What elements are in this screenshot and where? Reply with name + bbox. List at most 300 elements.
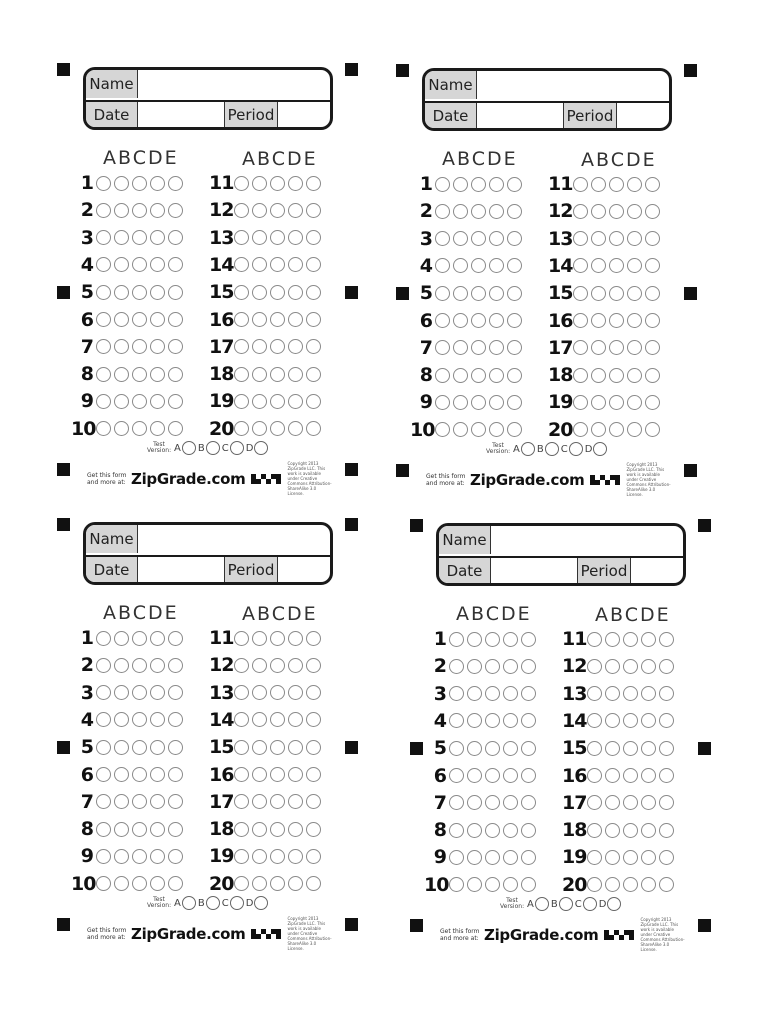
answer-bubble[interactable] (507, 340, 522, 355)
answer-bubble[interactable] (435, 231, 450, 246)
answer-bubble[interactable] (150, 822, 165, 837)
answer-bubble[interactable] (234, 876, 249, 891)
answer-bubble[interactable] (507, 204, 522, 219)
answer-bubble[interactable] (591, 340, 606, 355)
answer-bubble[interactable] (132, 822, 147, 837)
answer-bubble[interactable] (306, 203, 321, 218)
answer-bubble[interactable] (587, 850, 602, 865)
answer-bubble[interactable] (150, 631, 165, 646)
answer-bubble[interactable] (270, 339, 285, 354)
answer-bubble[interactable] (471, 395, 486, 410)
answer-bubble[interactable] (150, 876, 165, 891)
answer-bubble[interactable] (471, 368, 486, 383)
answer-bubble[interactable] (132, 421, 147, 436)
answer-bubble[interactable] (521, 877, 536, 892)
answer-bubble[interactable] (168, 658, 183, 673)
answer-bubble[interactable] (609, 204, 624, 219)
answer-bubble[interactable] (96, 257, 111, 272)
answer-bubble[interactable] (659, 686, 674, 701)
answer-bubble[interactable] (623, 632, 638, 647)
answer-bubble[interactable] (435, 204, 450, 219)
answer-bubble[interactable] (252, 631, 267, 646)
answer-bubble[interactable] (132, 394, 147, 409)
answer-bubble[interactable] (507, 286, 522, 301)
answer-bubble[interactable] (645, 177, 660, 192)
answer-bubble[interactable] (453, 258, 468, 273)
answer-bubble[interactable] (114, 394, 129, 409)
answer-bubble[interactable] (659, 850, 674, 865)
answer-bubble[interactable] (270, 394, 285, 409)
answer-bubble[interactable] (489, 368, 504, 383)
answer-bubble[interactable] (627, 204, 642, 219)
answer-bubble[interactable] (252, 849, 267, 864)
answer-bubble[interactable] (150, 257, 165, 272)
answer-bubble[interactable] (641, 768, 656, 783)
answer-bubble[interactable] (252, 367, 267, 382)
answer-bubble[interactable] (521, 713, 536, 728)
answer-bubble[interactable] (623, 795, 638, 810)
answer-bubble[interactable] (623, 741, 638, 756)
answer-bubble[interactable] (306, 421, 321, 436)
answer-bubble[interactable] (150, 339, 165, 354)
answer-bubble[interactable] (234, 285, 249, 300)
answer-bubble[interactable] (449, 741, 464, 756)
answer-bubble[interactable] (645, 340, 660, 355)
version-bubble[interactable] (545, 442, 559, 456)
answer-bubble[interactable] (435, 177, 450, 192)
answer-bubble[interactable] (288, 367, 303, 382)
answer-bubble[interactable] (288, 740, 303, 755)
answer-bubble[interactable] (252, 658, 267, 673)
answer-bubble[interactable] (623, 877, 638, 892)
answer-bubble[interactable] (132, 339, 147, 354)
answer-bubble[interactable] (270, 285, 285, 300)
answer-bubble[interactable] (168, 421, 183, 436)
version-bubble[interactable] (535, 897, 549, 911)
answer-bubble[interactable] (270, 631, 285, 646)
answer-bubble[interactable] (96, 849, 111, 864)
version-bubble[interactable] (230, 896, 244, 910)
answer-bubble[interactable] (641, 659, 656, 674)
answer-bubble[interactable] (507, 313, 522, 328)
answer-bubble[interactable] (168, 876, 183, 891)
answer-bubble[interactable] (467, 877, 482, 892)
answer-bubble[interactable] (453, 313, 468, 328)
answer-bubble[interactable] (234, 421, 249, 436)
answer-bubble[interactable] (114, 257, 129, 272)
answer-bubble[interactable] (168, 367, 183, 382)
answer-bubble[interactable] (150, 312, 165, 327)
answer-bubble[interactable] (150, 285, 165, 300)
answer-bubble[interactable] (659, 659, 674, 674)
answer-bubble[interactable] (507, 422, 522, 437)
answer-bubble[interactable] (453, 177, 468, 192)
answer-bubble[interactable] (96, 876, 111, 891)
answer-bubble[interactable] (591, 313, 606, 328)
answer-bubble[interactable] (306, 631, 321, 646)
answer-bubble[interactable] (234, 367, 249, 382)
answer-bubble[interactable] (645, 286, 660, 301)
answer-bubble[interactable] (573, 177, 588, 192)
answer-bubble[interactable] (96, 176, 111, 191)
answer-bubble[interactable] (96, 421, 111, 436)
answer-bubble[interactable] (114, 312, 129, 327)
answer-bubble[interactable] (132, 257, 147, 272)
answer-bubble[interactable] (132, 285, 147, 300)
answer-bubble[interactable] (252, 876, 267, 891)
answer-bubble[interactable] (435, 395, 450, 410)
answer-bubble[interactable] (288, 257, 303, 272)
answer-bubble[interactable] (288, 421, 303, 436)
answer-bubble[interactable] (449, 659, 464, 674)
answer-bubble[interactable] (306, 285, 321, 300)
answer-bubble[interactable] (252, 394, 267, 409)
answer-bubble[interactable] (114, 712, 129, 727)
answer-bubble[interactable] (132, 230, 147, 245)
answer-bubble[interactable] (168, 176, 183, 191)
answer-bubble[interactable] (96, 367, 111, 382)
answer-bubble[interactable] (96, 740, 111, 755)
answer-bubble[interactable] (467, 795, 482, 810)
answer-bubble[interactable] (453, 368, 468, 383)
answer-bubble[interactable] (96, 203, 111, 218)
answer-bubble[interactable] (288, 312, 303, 327)
answer-bubble[interactable] (573, 204, 588, 219)
answer-bubble[interactable] (507, 368, 522, 383)
answer-bubble[interactable] (306, 849, 321, 864)
answer-bubble[interactable] (503, 659, 518, 674)
answer-bubble[interactable] (252, 740, 267, 755)
answer-bubble[interactable] (641, 850, 656, 865)
answer-bubble[interactable] (503, 741, 518, 756)
answer-bubble[interactable] (234, 394, 249, 409)
answer-bubble[interactable] (449, 877, 464, 892)
answer-bubble[interactable] (605, 659, 620, 674)
answer-bubble[interactable] (453, 204, 468, 219)
answer-bubble[interactable] (485, 850, 500, 865)
answer-bubble[interactable] (591, 258, 606, 273)
answer-bubble[interactable] (114, 631, 129, 646)
answer-bubble[interactable] (449, 632, 464, 647)
answer-bubble[interactable] (485, 795, 500, 810)
answer-bubble[interactable] (252, 712, 267, 727)
answer-bubble[interactable] (453, 395, 468, 410)
answer-bubble[interactable] (489, 395, 504, 410)
answer-bubble[interactable] (435, 422, 450, 437)
answer-bubble[interactable] (150, 394, 165, 409)
answer-bubble[interactable] (627, 177, 642, 192)
answer-bubble[interactable] (132, 849, 147, 864)
version-bubble[interactable] (521, 442, 535, 456)
answer-bubble[interactable] (252, 230, 267, 245)
answer-bubble[interactable] (641, 632, 656, 647)
answer-bubble[interactable] (270, 257, 285, 272)
answer-bubble[interactable] (587, 659, 602, 674)
answer-bubble[interactable] (96, 631, 111, 646)
answer-bubble[interactable] (252, 339, 267, 354)
answer-bubble[interactable] (270, 367, 285, 382)
answer-bubble[interactable] (609, 231, 624, 246)
answer-bubble[interactable] (573, 258, 588, 273)
answer-bubble[interactable] (306, 822, 321, 837)
answer-bubble[interactable] (485, 823, 500, 838)
answer-bubble[interactable] (96, 285, 111, 300)
answer-bubble[interactable] (234, 849, 249, 864)
answer-bubble[interactable] (306, 685, 321, 700)
answer-bubble[interactable] (132, 685, 147, 700)
answer-bubble[interactable] (471, 340, 486, 355)
answer-bubble[interactable] (605, 877, 620, 892)
answer-bubble[interactable] (503, 877, 518, 892)
answer-bubble[interactable] (605, 632, 620, 647)
answer-bubble[interactable] (96, 767, 111, 782)
answer-bubble[interactable] (168, 767, 183, 782)
answer-bubble[interactable] (623, 768, 638, 783)
answer-bubble[interactable] (645, 258, 660, 273)
answer-bubble[interactable] (114, 849, 129, 864)
answer-bubble[interactable] (627, 313, 642, 328)
answer-bubble[interactable] (270, 685, 285, 700)
answer-bubble[interactable] (234, 312, 249, 327)
answer-bubble[interactable] (489, 204, 504, 219)
answer-bubble[interactable] (150, 794, 165, 809)
answer-bubble[interactable] (132, 794, 147, 809)
version-bubble[interactable] (607, 897, 621, 911)
answer-bubble[interactable] (587, 795, 602, 810)
answer-bubble[interactable] (270, 312, 285, 327)
answer-bubble[interactable] (252, 421, 267, 436)
answer-bubble[interactable] (467, 686, 482, 701)
answer-bubble[interactable] (114, 203, 129, 218)
answer-bubble[interactable] (150, 658, 165, 673)
answer-bubble[interactable] (168, 822, 183, 837)
answer-bubble[interactable] (234, 740, 249, 755)
answer-bubble[interactable] (288, 394, 303, 409)
answer-bubble[interactable] (573, 422, 588, 437)
answer-bubble[interactable] (591, 395, 606, 410)
answer-bubble[interactable] (489, 231, 504, 246)
answer-bubble[interactable] (270, 421, 285, 436)
answer-bubble[interactable] (507, 231, 522, 246)
answer-bubble[interactable] (573, 340, 588, 355)
answer-bubble[interactable] (485, 741, 500, 756)
answer-bubble[interactable] (605, 823, 620, 838)
answer-bubble[interactable] (587, 632, 602, 647)
answer-bubble[interactable] (306, 767, 321, 782)
answer-bubble[interactable] (489, 177, 504, 192)
answer-bubble[interactable] (150, 176, 165, 191)
answer-bubble[interactable] (623, 686, 638, 701)
answer-bubble[interactable] (609, 258, 624, 273)
answer-bubble[interactable] (234, 339, 249, 354)
answer-bubble[interactable] (435, 368, 450, 383)
answer-bubble[interactable] (306, 176, 321, 191)
answer-bubble[interactable] (306, 658, 321, 673)
answer-bubble[interactable] (449, 713, 464, 728)
answer-bubble[interactable] (252, 176, 267, 191)
answer-bubble[interactable] (641, 877, 656, 892)
answer-bubble[interactable] (252, 767, 267, 782)
answer-bubble[interactable] (150, 203, 165, 218)
answer-bubble[interactable] (96, 794, 111, 809)
answer-bubble[interactable] (168, 631, 183, 646)
answer-bubble[interactable] (234, 822, 249, 837)
answer-bubble[interactable] (467, 850, 482, 865)
version-bubble[interactable] (593, 442, 607, 456)
answer-bubble[interactable] (485, 713, 500, 728)
answer-bubble[interactable] (132, 203, 147, 218)
answer-bubble[interactable] (306, 312, 321, 327)
answer-bubble[interactable] (591, 286, 606, 301)
answer-bubble[interactable] (252, 822, 267, 837)
answer-bubble[interactable] (234, 631, 249, 646)
answer-bubble[interactable] (521, 659, 536, 674)
answer-bubble[interactable] (168, 230, 183, 245)
answer-bubble[interactable] (168, 849, 183, 864)
version-bubble[interactable] (182, 441, 196, 455)
answer-bubble[interactable] (132, 712, 147, 727)
answer-bubble[interactable] (521, 823, 536, 838)
answer-bubble[interactable] (132, 876, 147, 891)
answer-bubble[interactable] (591, 422, 606, 437)
answer-bubble[interactable] (132, 767, 147, 782)
answer-bubble[interactable] (485, 632, 500, 647)
answer-bubble[interactable] (641, 741, 656, 756)
answer-bubble[interactable] (270, 849, 285, 864)
answer-bubble[interactable] (609, 395, 624, 410)
answer-bubble[interactable] (252, 285, 267, 300)
answer-bubble[interactable] (467, 632, 482, 647)
answer-bubble[interactable] (150, 740, 165, 755)
answer-bubble[interactable] (605, 686, 620, 701)
answer-bubble[interactable] (605, 850, 620, 865)
answer-bubble[interactable] (252, 312, 267, 327)
answer-bubble[interactable] (306, 339, 321, 354)
answer-bubble[interactable] (288, 685, 303, 700)
answer-bubble[interactable] (467, 713, 482, 728)
answer-bubble[interactable] (150, 421, 165, 436)
answer-bubble[interactable] (659, 713, 674, 728)
answer-bubble[interactable] (132, 176, 147, 191)
answer-bubble[interactable] (521, 795, 536, 810)
answer-bubble[interactable] (288, 230, 303, 245)
answer-bubble[interactable] (270, 658, 285, 673)
answer-bubble[interactable] (489, 286, 504, 301)
answer-bubble[interactable] (234, 257, 249, 272)
answer-bubble[interactable] (234, 658, 249, 673)
answer-bubble[interactable] (435, 286, 450, 301)
answer-bubble[interactable] (114, 767, 129, 782)
answer-bubble[interactable] (150, 767, 165, 782)
version-bubble[interactable] (206, 441, 220, 455)
answer-bubble[interactable] (234, 712, 249, 727)
answer-bubble[interactable] (168, 312, 183, 327)
version-bubble[interactable] (182, 896, 196, 910)
answer-bubble[interactable] (234, 203, 249, 218)
answer-bubble[interactable] (288, 339, 303, 354)
answer-bubble[interactable] (471, 204, 486, 219)
answer-bubble[interactable] (641, 823, 656, 838)
answer-bubble[interactable] (521, 850, 536, 865)
answer-bubble[interactable] (453, 340, 468, 355)
answer-bubble[interactable] (168, 685, 183, 700)
answer-bubble[interactable] (641, 686, 656, 701)
answer-bubble[interactable] (659, 795, 674, 810)
answer-bubble[interactable] (659, 823, 674, 838)
answer-bubble[interactable] (659, 741, 674, 756)
answer-bubble[interactable] (645, 422, 660, 437)
answer-bubble[interactable] (435, 313, 450, 328)
answer-bubble[interactable] (234, 794, 249, 809)
answer-bubble[interactable] (489, 340, 504, 355)
answer-bubble[interactable] (573, 286, 588, 301)
answer-bubble[interactable] (306, 876, 321, 891)
answer-bubble[interactable] (168, 203, 183, 218)
answer-bubble[interactable] (252, 794, 267, 809)
answer-bubble[interactable] (168, 794, 183, 809)
answer-bubble[interactable] (270, 230, 285, 245)
answer-bubble[interactable] (114, 176, 129, 191)
answer-bubble[interactable] (449, 850, 464, 865)
answer-bubble[interactable] (485, 768, 500, 783)
answer-bubble[interactable] (623, 823, 638, 838)
answer-bubble[interactable] (150, 712, 165, 727)
answer-bubble[interactable] (471, 286, 486, 301)
answer-bubble[interactable] (645, 395, 660, 410)
answer-bubble[interactable] (471, 177, 486, 192)
answer-bubble[interactable] (168, 712, 183, 727)
answer-bubble[interactable] (453, 286, 468, 301)
answer-bubble[interactable] (645, 313, 660, 328)
answer-bubble[interactable] (306, 712, 321, 727)
answer-bubble[interactable] (587, 823, 602, 838)
answer-bubble[interactable] (270, 822, 285, 837)
answer-bubble[interactable] (96, 685, 111, 700)
answer-bubble[interactable] (132, 658, 147, 673)
answer-bubble[interactable] (288, 712, 303, 727)
answer-bubble[interactable] (96, 822, 111, 837)
answer-bubble[interactable] (288, 203, 303, 218)
answer-bubble[interactable] (521, 632, 536, 647)
answer-bubble[interactable] (623, 713, 638, 728)
answer-bubble[interactable] (288, 658, 303, 673)
answer-bubble[interactable] (306, 740, 321, 755)
answer-bubble[interactable] (114, 876, 129, 891)
answer-bubble[interactable] (471, 231, 486, 246)
answer-bubble[interactable] (449, 795, 464, 810)
answer-bubble[interactable] (114, 740, 129, 755)
answer-bubble[interactable] (270, 740, 285, 755)
answer-bubble[interactable] (627, 340, 642, 355)
answer-bubble[interactable] (96, 658, 111, 673)
answer-bubble[interactable] (270, 876, 285, 891)
answer-bubble[interactable] (168, 740, 183, 755)
answer-bubble[interactable] (150, 849, 165, 864)
answer-bubble[interactable] (485, 686, 500, 701)
answer-bubble[interactable] (609, 177, 624, 192)
answer-bubble[interactable] (114, 230, 129, 245)
answer-bubble[interactable] (521, 741, 536, 756)
answer-bubble[interactable] (168, 285, 183, 300)
answer-bubble[interactable] (605, 741, 620, 756)
answer-bubble[interactable] (573, 368, 588, 383)
answer-bubble[interactable] (114, 794, 129, 809)
version-bubble[interactable] (254, 441, 268, 455)
answer-bubble[interactable] (150, 685, 165, 700)
answer-bubble[interactable] (623, 659, 638, 674)
answer-bubble[interactable] (168, 394, 183, 409)
answer-bubble[interactable] (270, 203, 285, 218)
